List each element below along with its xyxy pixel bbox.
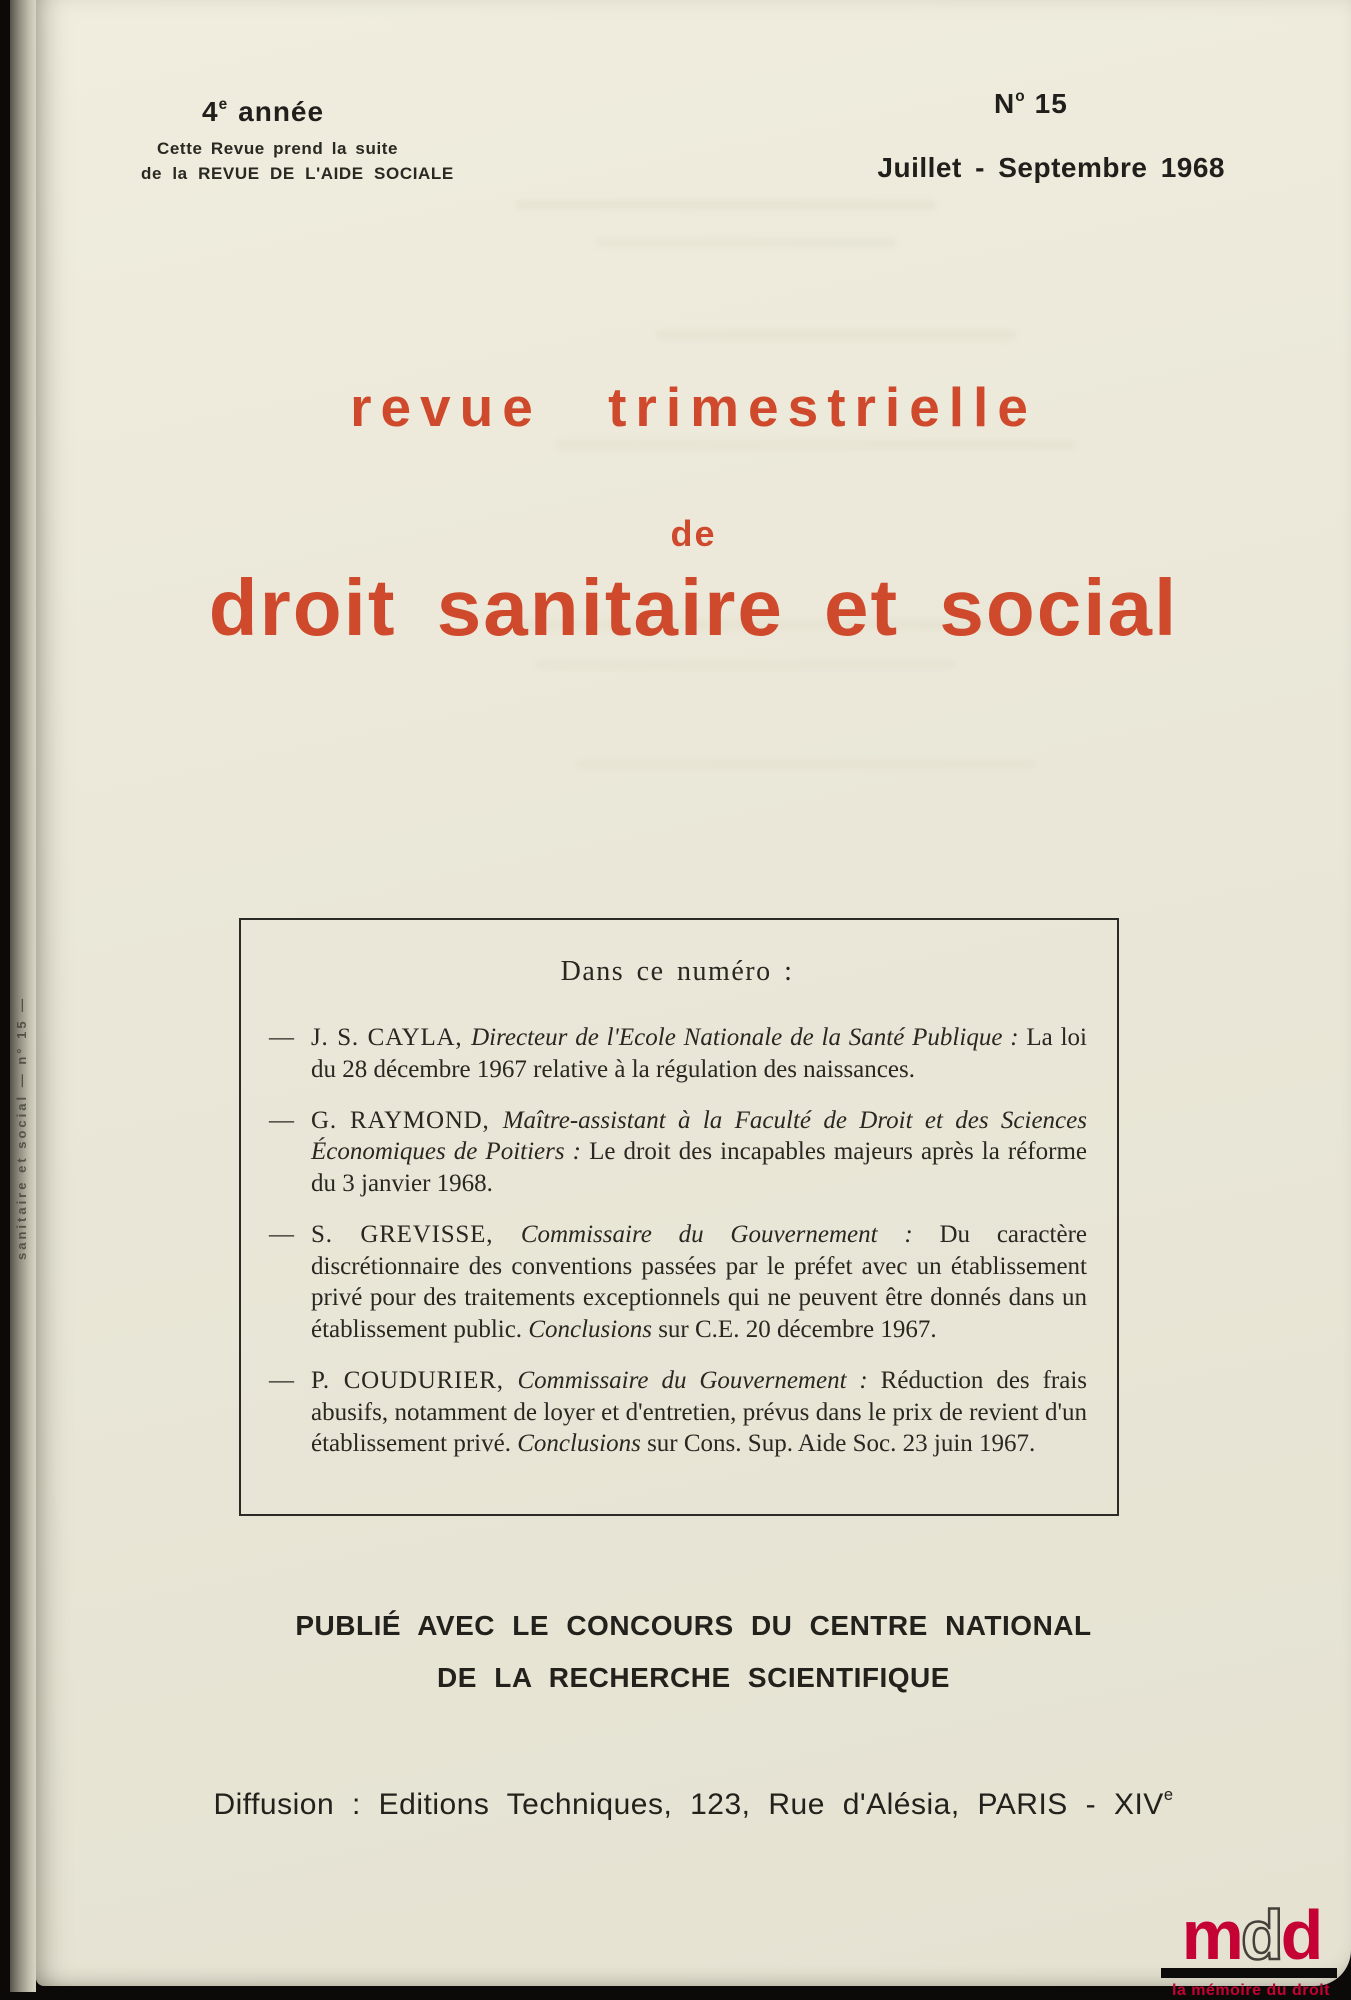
show-through-smudge bbox=[576, 760, 1036, 769]
issue-number-letter: N bbox=[994, 88, 1016, 119]
journal-title-line3: droit sanitaire et social bbox=[208, 563, 1179, 652]
volume-number: 4 bbox=[202, 96, 219, 127]
mdd-letter-d: d bbox=[1280, 1895, 1321, 1974]
contents-box bbox=[239, 918, 1119, 1516]
show-through-smudge bbox=[596, 238, 896, 247]
list-item bbox=[267, 1022, 1087, 1086]
cover-page bbox=[36, 0, 1351, 1986]
diffusion-sup: e bbox=[1163, 1786, 1174, 1804]
list-item bbox=[267, 1105, 1087, 1200]
issue-number-sup: o bbox=[1015, 87, 1026, 105]
show-through-smudge bbox=[656, 330, 1016, 340]
list-item bbox=[267, 1219, 1087, 1346]
contents-list bbox=[267, 1022, 1087, 1460]
cnrs-credit-line1: PUBLIÉ AVEC LE CONCOURS DU CENTRE NATIONAL bbox=[295, 1610, 1092, 1641]
mdd-wordmark bbox=[1159, 1895, 1343, 1974]
predecessor-note-line1: Cette Revue prend la suite bbox=[157, 139, 399, 158]
journal-title-line1: revue trimestrielle bbox=[350, 376, 1037, 438]
mdd-logo bbox=[1159, 1895, 1343, 2000]
item-text: G. RAYMOND, Maître-assistant à la Faculté de Droit et des Sciences Économiques de Poitiers : Le droit des incapables majeurs après la réforme du 3 janvier 1968. bbox=[311, 1106, 1087, 1197]
diffusion-line bbox=[36, 1788, 1351, 1822]
item-dash: — bbox=[269, 1220, 294, 1248]
show-through-smudge bbox=[516, 200, 936, 210]
show-through-smudge bbox=[556, 440, 1076, 450]
item-dash: — bbox=[269, 1106, 294, 1134]
show-through-smudge bbox=[536, 660, 956, 669]
contents-heading: Dans ce numéro : bbox=[560, 956, 794, 987]
list-item bbox=[267, 1365, 1087, 1460]
issue-number-value: 15 bbox=[1034, 88, 1068, 119]
mdd-letter-d-outline: d bbox=[1240, 1895, 1281, 1974]
spine-text: sanitaire et social — n° 15 — bbox=[14, 995, 29, 1260]
volume-word: année bbox=[238, 96, 325, 127]
mdd-letter-m: m bbox=[1181, 1895, 1241, 1974]
issue-number bbox=[994, 88, 1068, 120]
item-text: J. S. CAYLA, Directeur de l'Ecole Nationale de la Santé Publique : La loi du 28 décembre 1967 relative à la régulation des naissances. bbox=[311, 1024, 1087, 1083]
item-dash: — bbox=[269, 1024, 294, 1051]
predecessor-note-line2: de la REVUE DE L'AIDE SOCIALE bbox=[141, 164, 454, 183]
issue-date: Juillet - Septembre 1968 bbox=[877, 152, 1225, 183]
book-spine bbox=[10, 0, 36, 1992]
item-text: S. GREVISSE, Commissaire du Gouvernement : Du caractère discrétionnaire des conventions passées par le préfet avec un établissement privé pour des traitements exceptionnels qui ne peuvent être donnés dans un établissement public. Conclusions sur C.E. 20 décembre 1967. bbox=[311, 1220, 1087, 1343]
journal-title-line2: de bbox=[670, 513, 717, 554]
diffusion-text: Diffusion : Editions Techniques, 123, Rue d'Alésia, PARIS - XIV bbox=[213, 1788, 1164, 1821]
item-dash: — bbox=[269, 1366, 294, 1394]
volume-ordinal-sup: e bbox=[218, 95, 229, 113]
volume-label bbox=[202, 96, 324, 128]
cnrs-credit-line2: DE LA RECHERCHE SCIENTIFIQUE bbox=[437, 1662, 950, 1693]
item-text: P. COUDURIER, Commissaire du Gouvernement : Réduction des frais abusifs, notamment de loyer et d'entretien, prévus dans le prix de revient d'un établissement privé. Conclusions sur Cons. Sup. Aide Soc. 23 juin 1967. bbox=[311, 1366, 1087, 1458]
mdd-tagline: la mémoire du droit bbox=[1172, 1982, 1330, 1999]
